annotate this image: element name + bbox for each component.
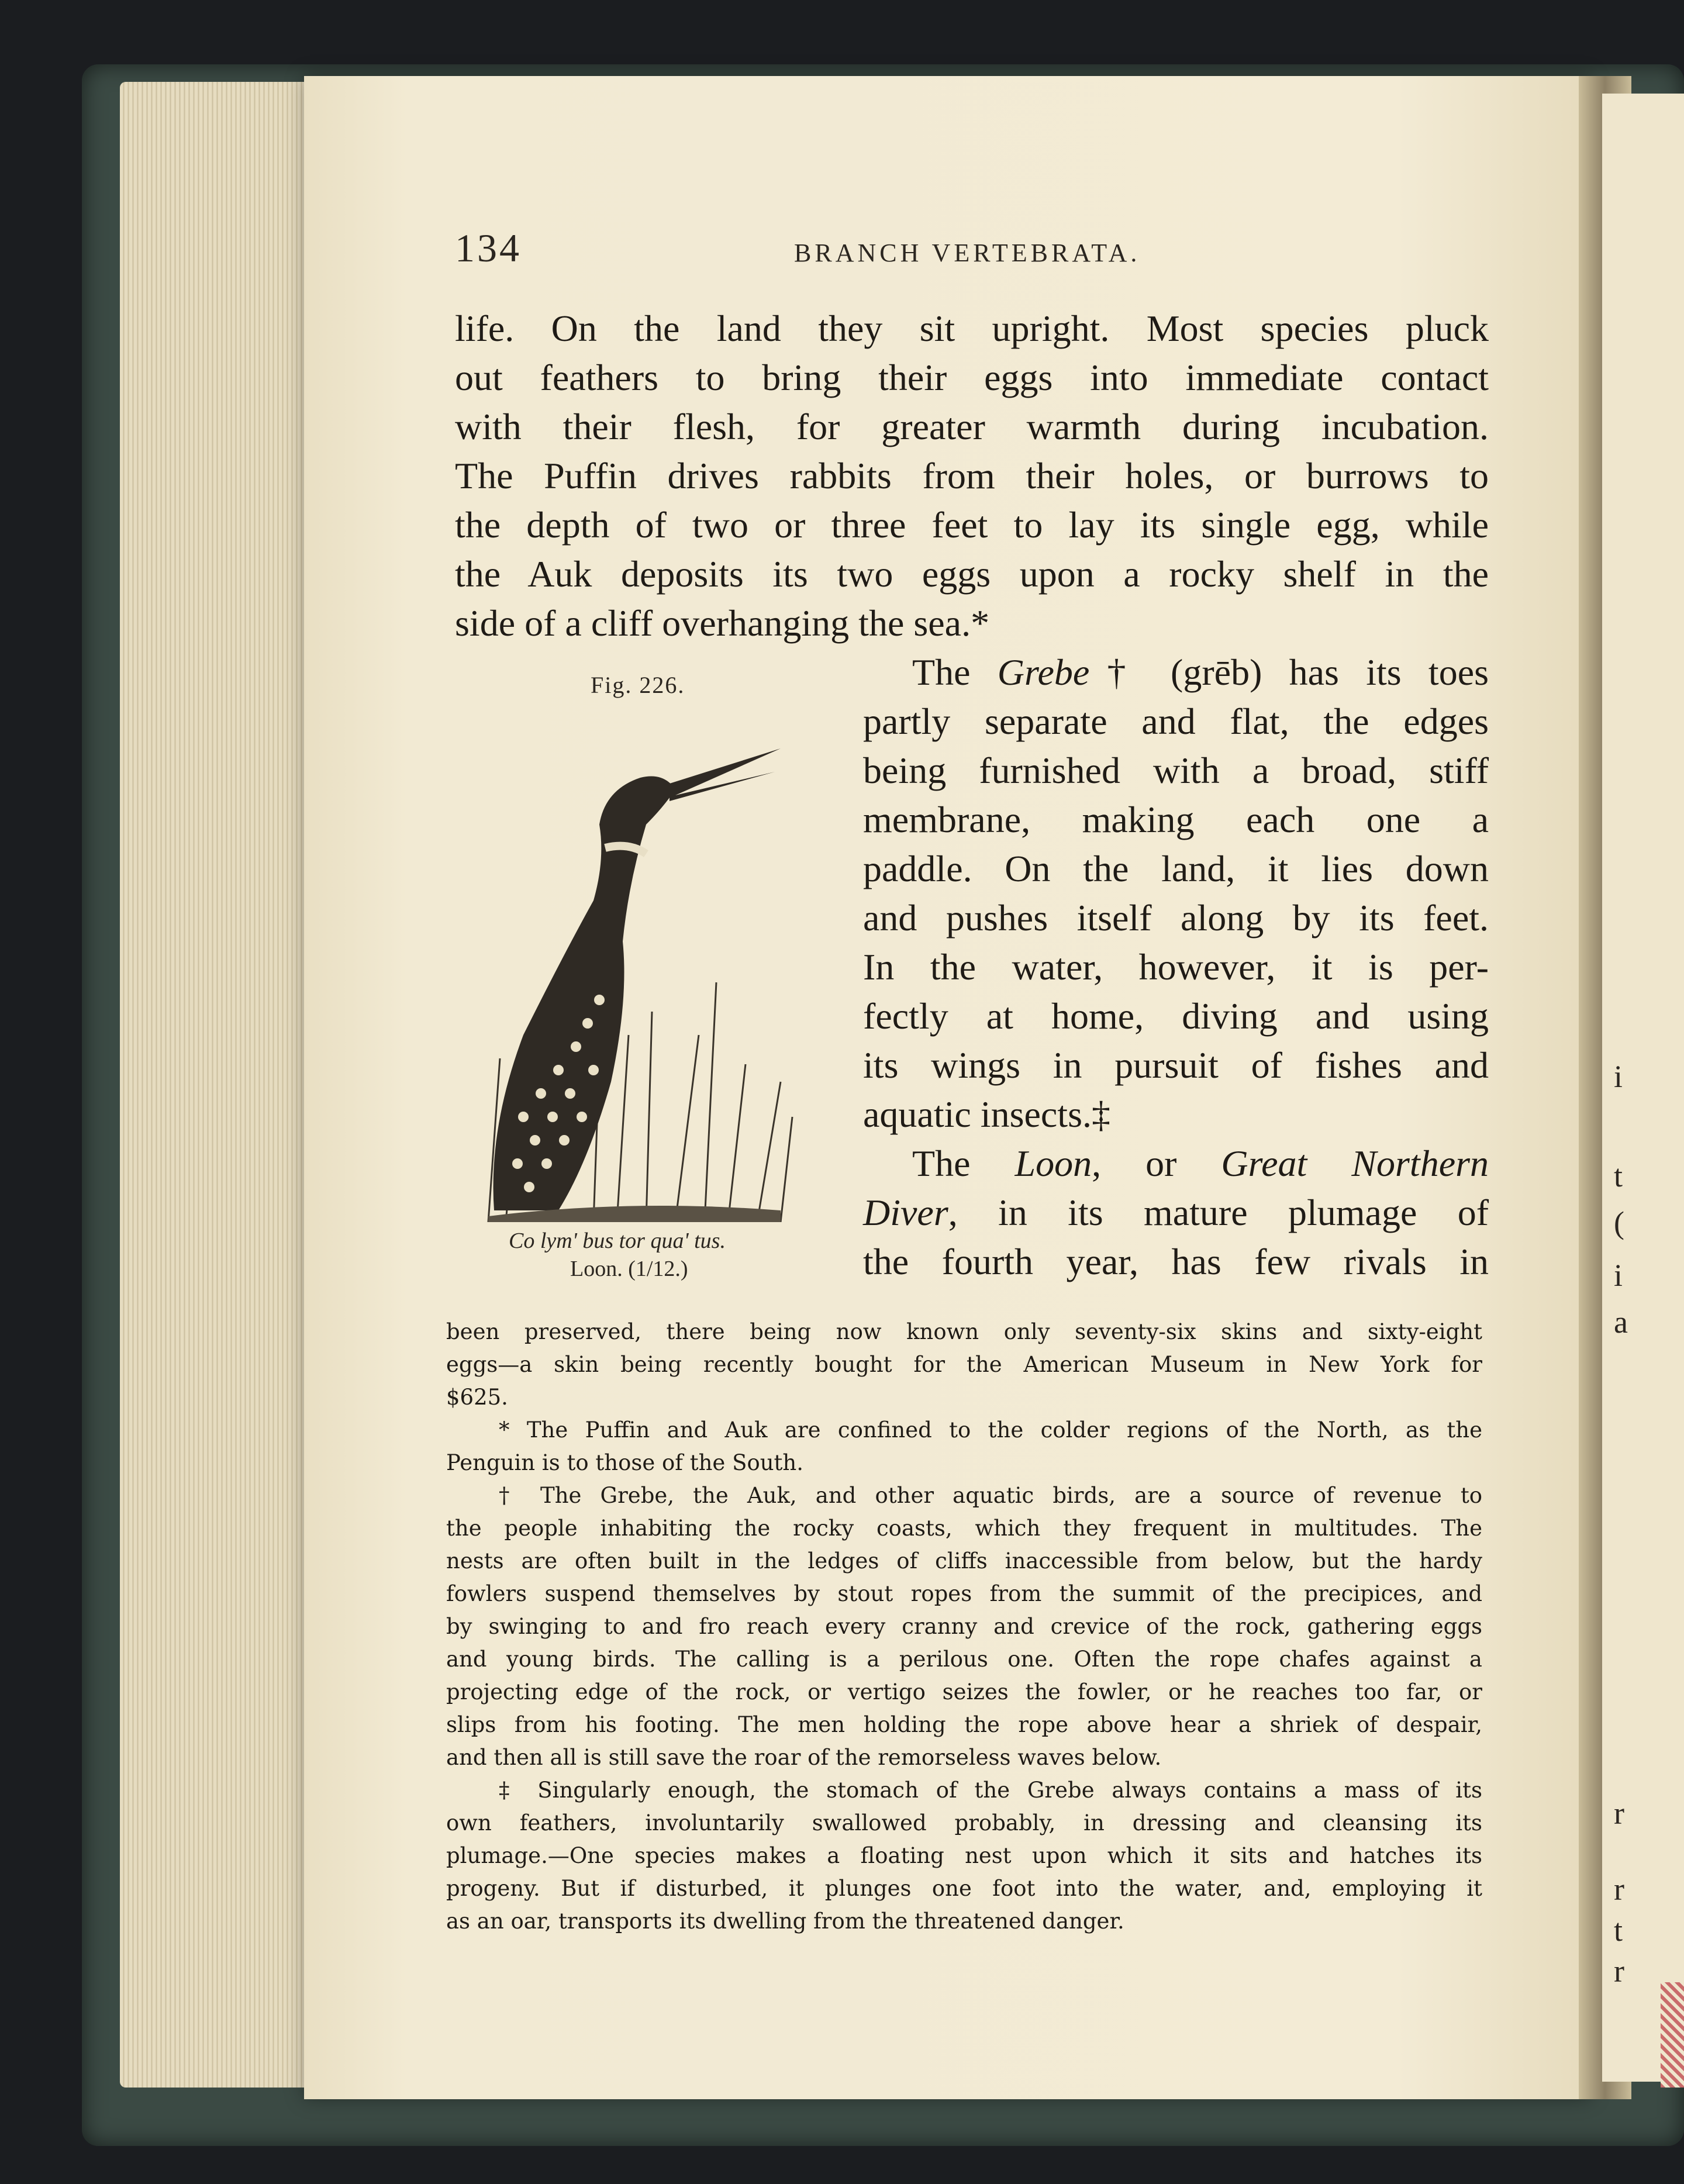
text-line: out feathers to bring their eggs into immediate contact [455, 357, 1489, 398]
fragment: r [1614, 1872, 1624, 1907]
loon-illustration [453, 708, 816, 1222]
footnote-line: been preserved, there being now known only seventy-six skins and sixty-eight [446, 1319, 1482, 1344]
loon-term: Loon [1014, 1143, 1092, 1184]
text-line: being furnished with a broad, stiff [863, 750, 1489, 791]
footnote-line: as an oar, transports its dwelling from the threatened danger. [446, 1909, 1124, 1934]
footnote-line: plumage.—One species makes a floating nest upon which it sits and hatches its [446, 1843, 1482, 1868]
running-head [455, 225, 1489, 272]
text-line: side of a cliff overhanging the sea.* [455, 602, 990, 644]
text-line: the depth of two or three feet to lay its single egg, while [455, 504, 1489, 546]
text-line: fectly at home, diving and using [863, 995, 1489, 1037]
fragment: r [1614, 1954, 1624, 1989]
text-line: and pushes itself along by its feet. [863, 897, 1489, 939]
footnote-line: nests are often built in the ledges of cliffs inaccessible from below, but the hardy [446, 1548, 1482, 1574]
footnote-line: eggs—a skin being recently bought for the American Museum in New York for [446, 1352, 1482, 1377]
footnote-line: own feathers, involuntarily swallowed probably, in dressing and cleansing its [446, 1810, 1482, 1835]
footnote-line: † The Grebe, the Auk, and other aquatic birds, are a source of revenue to [499, 1483, 1482, 1508]
footnote-line: $625. [446, 1385, 508, 1410]
text-line: aquatic insects.‡ [863, 1093, 1110, 1135]
fragment: i [1614, 1258, 1623, 1293]
figure-caption: Loon. (1/12.) [570, 1257, 688, 1281]
fragment: t [1614, 1913, 1623, 1948]
text-line: The Loon, or Great Northern [912, 1143, 1489, 1184]
fragment: a [1614, 1305, 1628, 1340]
text-line: life. On the land they sit upright. Most species pluck [455, 308, 1489, 349]
text-line: The Grebe† (grēb) has its toes [912, 651, 1489, 693]
text-line: paddle. On the land, it lies down [863, 848, 1489, 889]
text-line: Diver, in its mature plumage of [863, 1192, 1489, 1233]
footnote-line: by swinging to and fro reach every cranny and crevice of the rock, gathering eggs [446, 1614, 1482, 1639]
footnote-line: ‡ Singularly enough, the stomach of the Grebe always contains a mass of its [499, 1778, 1482, 1803]
fragment: t [1614, 1158, 1623, 1193]
footnote-line: the people inhabiting the rocky coasts, which they frequent in multitudes. The [446, 1516, 1482, 1541]
text-line: the Auk deposits its two eggs upon a rocky shelf in the [455, 553, 1489, 595]
page-edges [120, 82, 330, 2088]
text-line: with their flesh, for greater warmth during incubation. [455, 406, 1489, 447]
footnote-line: and young birds. The calling is a perilous one. Often the rope chafes against a [446, 1647, 1482, 1672]
fragment: r [1614, 1796, 1624, 1831]
footnote-line: progeny. But if disturbed, it plunges one foot into the water, and, employing it [446, 1876, 1482, 1901]
footnote-line: projecting edge of the rock, or vertigo seizes the fowler, or he reaches too far, or [446, 1679, 1482, 1705]
text-line: partly separate and flat, the edges [863, 701, 1489, 742]
text-line: its wings in pursuit of fishes and [863, 1044, 1489, 1086]
text-line: the fourth year, has few rivals in [863, 1241, 1489, 1282]
figure-caption-latin: Co lym' bus tor qua' tus. [509, 1229, 726, 1253]
footnote-line: Penguin is to those of the South. [446, 1450, 804, 1475]
fragment: ( [1614, 1205, 1624, 1240]
text-line: membrane, making each one a [863, 799, 1489, 840]
page-number: 134 [455, 226, 522, 270]
facing-page-edge [1602, 94, 1684, 2082]
fragment: i [1614, 1059, 1623, 1094]
footnote-line: and then all is still save the roar of the remorseless waves below. [446, 1745, 1162, 1770]
text-line: In the water, however, it is per- [863, 946, 1489, 988]
running-title: BRANCH VERTEBRATA. [794, 239, 1141, 267]
footnote-line: slips from his footing. The men holding the rope above hear a shriek of despair, [446, 1712, 1482, 1737]
bookmark-ribbon [1661, 1982, 1684, 2088]
text-line: The Puffin drives rabbits from their holes, or burrows to [455, 455, 1489, 496]
footnote-line: fowlers suspend themselves by stout ropes from the summit of the precipices, and [446, 1581, 1482, 1606]
figure-label: Fig. 226. [591, 672, 685, 698]
grebe-term: Grebe [997, 651, 1090, 693]
footnote-line: * The Puffin and Auk are confined to the colder regions of the North, as the [499, 1417, 1482, 1443]
